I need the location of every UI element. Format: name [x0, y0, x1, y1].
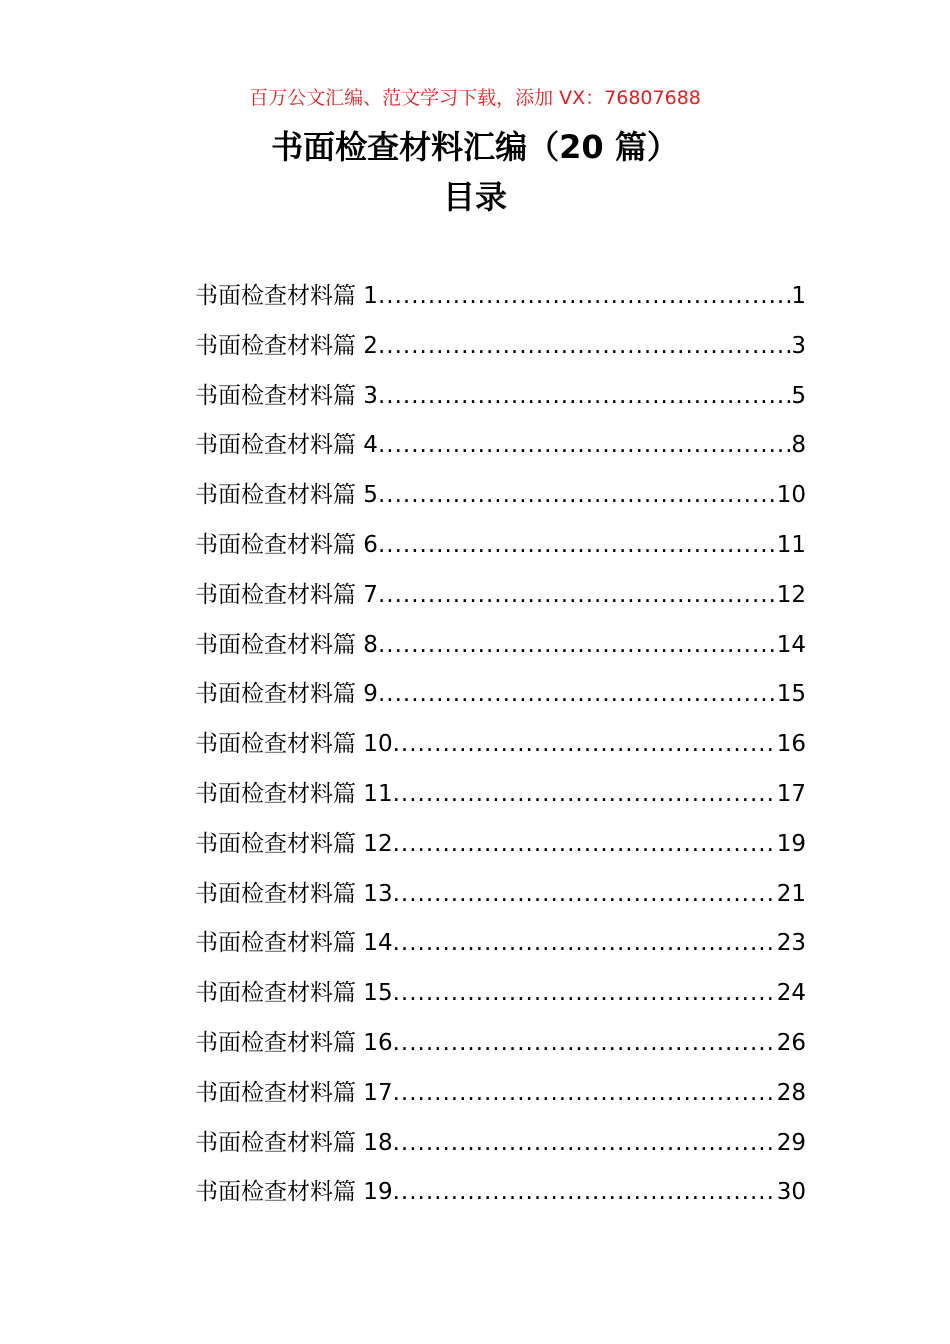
toc-entry-page: 5 [791, 382, 806, 409]
toc-entry[interactable] [195, 824, 806, 874]
toc-dot-leader [378, 625, 777, 665]
table-of-contents [195, 276, 806, 1222]
toc-entry-page: 28 [776, 1079, 806, 1106]
toc-entry-label: 书面检查材料篇 15 [195, 980, 393, 1007]
toc-entry-label: 书面检查材料篇 7 [195, 581, 378, 608]
toc-entry[interactable] [195, 674, 806, 724]
toc-entry-page: 17 [776, 780, 806, 807]
toc-dot-leader [393, 1123, 777, 1163]
toc-entry-label: 书面检查材料篇 13 [195, 880, 393, 907]
toc-entry-page: 19 [776, 830, 806, 857]
toc-entry[interactable] [195, 973, 806, 1023]
document-title: 书面检查材料汇编（20 篇） [271, 128, 679, 166]
toc-entry-label: 书面检查材料篇 14 [195, 930, 393, 957]
toc-entry-page: 3 [791, 332, 806, 359]
toc-dot-leader [393, 824, 777, 864]
toc-dot-leader [393, 973, 777, 1013]
toc-dot-leader [393, 724, 777, 764]
toc-entry[interactable] [195, 276, 806, 326]
toc-dot-leader [378, 475, 777, 515]
toc-dot-leader [393, 1023, 777, 1063]
toc-entry-page: 29 [776, 1129, 806, 1156]
toc-entry-label: 书面检查材料篇 1 [195, 283, 378, 309]
toc-entry-page: 10 [776, 482, 806, 509]
toc-dot-leader [378, 276, 791, 316]
toc-entry[interactable] [195, 923, 806, 973]
toc-entry[interactable] [195, 724, 806, 774]
toc-dot-leader [378, 525, 777, 565]
toc-entry-page: 16 [776, 731, 806, 758]
toc-entry-page: 15 [776, 681, 806, 708]
toc-dot-leader [378, 674, 777, 714]
toc-entry-label: 书面检查材料篇 17 [195, 1079, 393, 1106]
toc-entry-label: 书面检查材料篇 10 [195, 731, 393, 758]
toc-entry-label: 书面检查材料篇 16 [195, 1029, 393, 1056]
toc-title: 目录 [442, 178, 507, 216]
toc-entry-label: 书面检查材料篇 4 [195, 432, 378, 459]
toc-entry[interactable] [195, 1023, 806, 1073]
toc-entry[interactable] [195, 376, 806, 426]
toc-entry-page: 24 [776, 980, 806, 1007]
toc-entry[interactable] [195, 874, 806, 924]
toc-entry-label: 书面检查材料篇 11 [195, 780, 393, 807]
toc-dot-leader [393, 774, 777, 814]
toc-entry[interactable] [195, 326, 806, 376]
toc-entry-page: 26 [776, 1029, 806, 1056]
toc-entry-label: 书面检查材料篇 19 [195, 1179, 393, 1206]
toc-dot-leader [393, 874, 777, 914]
toc-entry-page: 14 [776, 631, 806, 658]
toc-dot-leader [393, 1172, 777, 1212]
toc-entry-label: 书面检查材料篇 8 [195, 631, 378, 658]
toc-entry[interactable] [195, 525, 806, 575]
toc-entry[interactable] [195, 575, 806, 625]
toc-entry[interactable] [195, 475, 806, 525]
toc-entry[interactable] [195, 625, 806, 675]
toc-dot-leader [378, 326, 791, 366]
toc-dot-leader [393, 1073, 777, 1113]
toc-entry-page: 23 [776, 930, 806, 957]
toc-entry-label: 书面检查材料篇 2 [195, 332, 378, 359]
toc-entry-label: 书面检查材料篇 12 [195, 830, 393, 857]
toc-entry[interactable] [195, 1073, 806, 1123]
toc-entry[interactable] [195, 425, 806, 475]
toc-entry-label: 书面检查材料篇 3 [195, 382, 378, 409]
toc-entry-label: 书面检查材料篇 6 [195, 531, 378, 558]
toc-entry-page: 8 [791, 432, 806, 459]
toc-entry-page: 11 [776, 531, 806, 558]
toc-dot-leader [378, 376, 791, 416]
toc-entry-page: 21 [776, 880, 806, 907]
toc-entry-label: 书面检查材料篇 18 [195, 1129, 393, 1156]
toc-entry-label: 书面检查材料篇 5 [195, 482, 378, 509]
toc-entry[interactable] [195, 774, 806, 824]
header-note: 百万公文汇编、范文学习下载，添加 VX：76807688 [249, 87, 701, 109]
toc-entry[interactable] [195, 1123, 806, 1173]
toc-entry-page: 12 [776, 581, 806, 608]
toc-dot-leader [378, 425, 791, 465]
toc-entry-label: 书面检查材料篇 9 [195, 681, 378, 708]
toc-entry-page: 1 [791, 283, 806, 309]
toc-dot-leader [378, 575, 777, 615]
toc-entry[interactable] [195, 1172, 806, 1222]
toc-dot-leader [393, 923, 777, 963]
toc-entry-page: 30 [776, 1179, 806, 1206]
